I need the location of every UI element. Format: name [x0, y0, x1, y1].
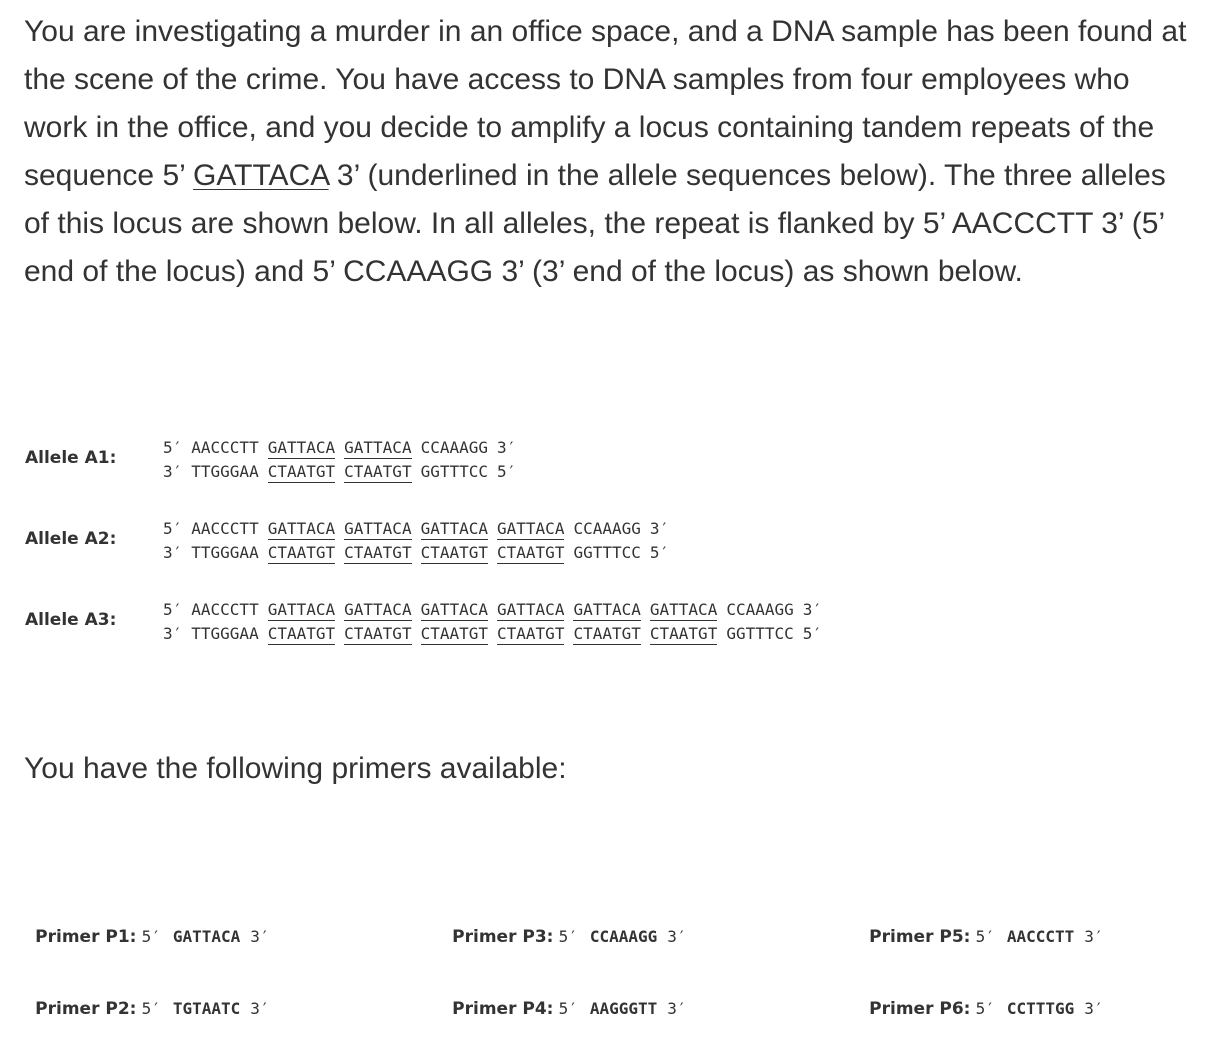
primer-p3 [442, 908, 687, 947]
primer-sequence: GATTACA [172, 927, 241, 946]
primer-5-end: 5′ [558, 999, 578, 1018]
primer-5-end: 5′ [975, 999, 995, 1018]
flank-3-sequence: CCAAAGG [726, 600, 794, 619]
repeat-unit: GATTACA [420, 600, 489, 619]
repeat-sequence-underlined: GATTACA [193, 159, 329, 192]
primer-3-end: 3′ [1084, 927, 1104, 946]
primer-3-end: 3′ [250, 999, 270, 1018]
allele-label: Allele A1: [25, 448, 117, 468]
flank-3-sequence: GGTTTCC [726, 624, 794, 643]
intro-text-part2: 3’ (underlined in the allele sequences below). The three alleles of this locus are shown below. In all alleles, the repeat is flanked by 5’ AACCCTT 3’ (5’ end of the locus) and 5’ CCAAAGG 3’ (3’ end of the locus) as shown below. [24, 159, 1166, 288]
strand-5-end-label: 5′ [163, 519, 183, 538]
flank-5-sequence: TTGGGAA [191, 462, 259, 481]
strand-3-end-label: 3′ [802, 600, 823, 619]
strand-5-end-label: 3′ [163, 543, 183, 562]
primer-label: Primer P3: [452, 927, 554, 947]
strand-5-end-label: 5′ [163, 600, 183, 619]
strand-3-end-label: 5′ [649, 543, 670, 562]
repeat-unit: GATTACA [344, 600, 412, 619]
strand-3-end-label: 3′ [649, 519, 670, 538]
allele-top-strand [163, 598, 831, 622]
primer-label: Primer P4: [452, 999, 554, 1019]
primer-5-end: 5′ [975, 927, 995, 946]
strand-3-end-label: 5′ [802, 624, 823, 643]
allele-top-strand [163, 436, 525, 460]
repeat-unit: GATTACA [573, 600, 641, 619]
repeat-unit: CTAATGT [344, 624, 412, 643]
repeat-unit: CTAATGT [267, 624, 336, 643]
problem-intro [24, 8, 1194, 296]
primer-5-end: 5′ [141, 927, 161, 946]
repeat-unit: GATTACA [649, 600, 718, 619]
allele-top-strand [163, 517, 678, 541]
primer-3-end: 3′ [667, 999, 687, 1018]
flank-5-sequence: TTGGGAA [191, 624, 259, 643]
allele-label: Allele A2: [25, 529, 117, 549]
repeat-unit: CTAATGT [420, 624, 489, 643]
primer-3-end: 3′ [667, 927, 687, 946]
repeat-unit: CTAATGT [344, 462, 412, 481]
flank-5-sequence: TTGGGAA [191, 543, 259, 562]
intro-text-part1: You are investigating a murder in an office space, and a DNA sample has been found at the scene of the crime. You have access to DNA samples from four employees who work in the office, and you decide to amplify a locus containing tandem repeats of the sequence 5’ [24, 15, 1187, 192]
repeat-unit: CTAATGT [267, 543, 336, 562]
primer-p5 [859, 908, 1104, 947]
repeat-unit: CTAATGT [573, 624, 641, 643]
repeat-unit: GATTACA [267, 519, 336, 538]
primer-3-end: 3′ [1084, 999, 1104, 1018]
flank-3-sequence: GGTTTCC [573, 543, 641, 562]
repeat-unit: CTAATGT [344, 543, 412, 562]
repeat-unit: GATTACA [497, 600, 565, 619]
flank-5-sequence: AACCCTT [191, 519, 259, 538]
primer-sequence: TGTAATC [172, 999, 241, 1018]
repeat-unit: CTAATGT [497, 624, 565, 643]
flank-3-sequence: CCAAAGG [573, 519, 641, 538]
strand-3-end-label: 5′ [497, 462, 517, 481]
primer-label: Primer P6: [869, 999, 971, 1019]
primer-p6 [859, 980, 1104, 1019]
repeat-unit: CTAATGT [267, 462, 336, 481]
allele-bottom-strand [163, 460, 525, 484]
strand-5-end-label: 3′ [163, 462, 183, 481]
allele-bottom-strand [163, 622, 831, 646]
primer-5-end: 5′ [141, 999, 161, 1018]
primer-p1 [25, 908, 270, 947]
primer-sequence: AAGGGTT [589, 999, 658, 1018]
repeat-unit: CTAATGT [420, 543, 489, 562]
primer-label: Primer P5: [869, 927, 971, 947]
primer-3-end: 3′ [250, 927, 270, 946]
repeat-unit: GATTACA [267, 600, 336, 619]
primer-p4 [442, 980, 687, 1019]
repeat-unit: GATTACA [344, 519, 412, 538]
repeat-unit: CTAATGT [497, 543, 565, 562]
repeat-unit: CTAATGT [649, 624, 718, 643]
allele-label: Allele A3: [25, 610, 117, 630]
flank-5-sequence: AACCCTT [191, 438, 259, 457]
primer-sequence: AACCCTT [1006, 927, 1075, 946]
flank-5-sequence: AACCCTT [191, 600, 259, 619]
strand-5-end-label: 3′ [163, 624, 183, 643]
primer-5-end: 5′ [558, 927, 578, 946]
strand-3-end-label: 3′ [497, 438, 517, 457]
primer-sequence: CCTTTGG [1006, 999, 1075, 1018]
primer-sequence: CCAAAGG [589, 927, 658, 946]
primer-label: Primer P2: [35, 999, 137, 1019]
flank-3-sequence: CCAAAGG [420, 438, 489, 457]
repeat-unit: GATTACA [420, 519, 489, 538]
repeat-unit: GATTACA [344, 438, 412, 457]
primer-p2 [25, 980, 270, 1019]
primer-label: Primer P1: [35, 927, 137, 947]
allele-bottom-strand [163, 541, 678, 565]
primers-heading: You have the following primers available: [24, 752, 567, 785]
repeat-unit: GATTACA [267, 438, 336, 457]
repeat-unit: GATTACA [497, 519, 565, 538]
flank-3-sequence: GGTTTCC [420, 462, 489, 481]
strand-5-end-label: 5′ [163, 438, 183, 457]
